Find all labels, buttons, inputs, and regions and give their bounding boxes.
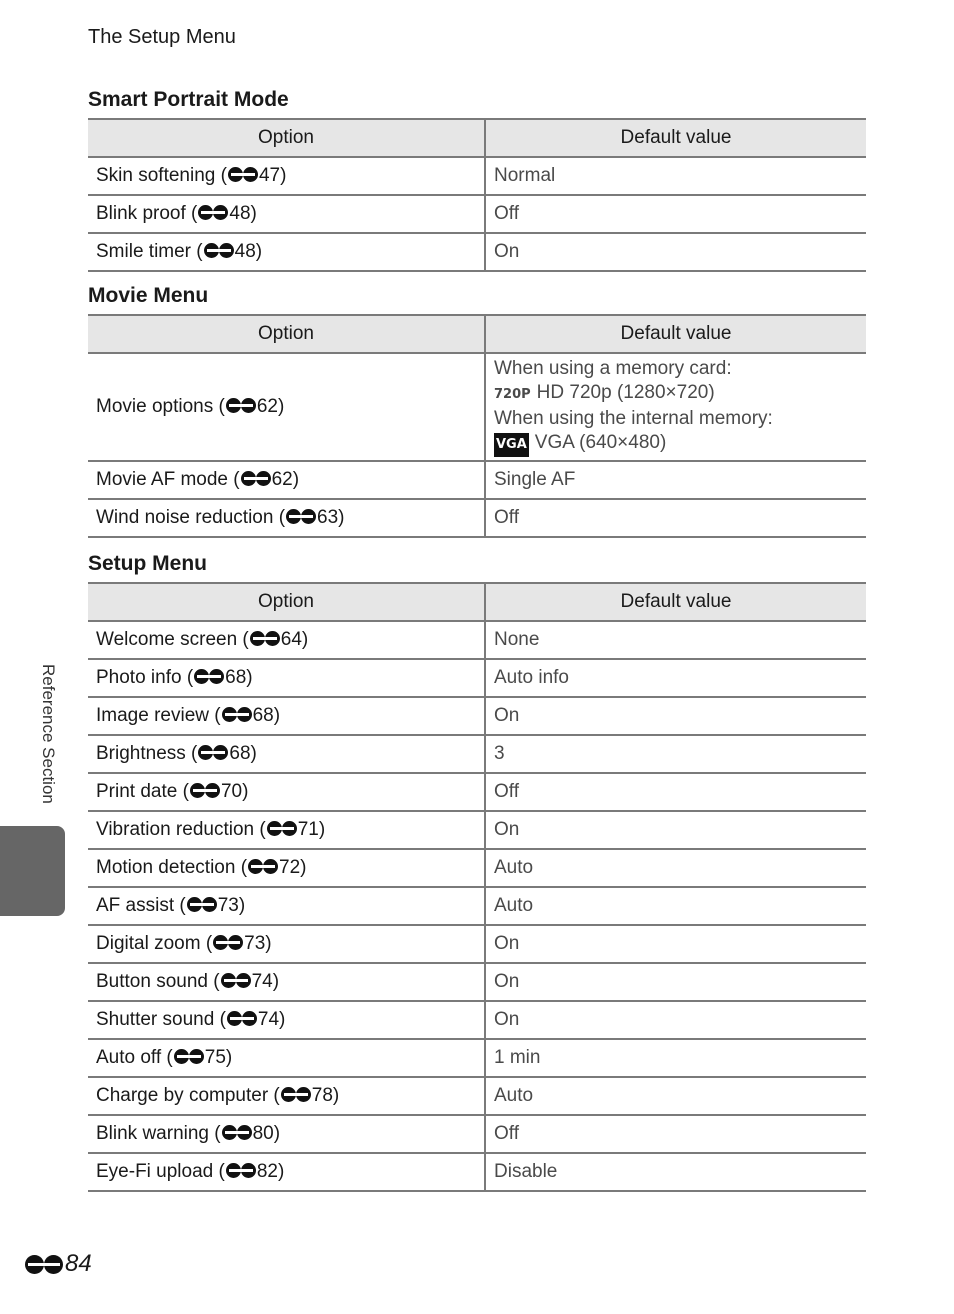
value-cell: 3 — [485, 735, 866, 773]
option-cell: Shutter sound ( 74) — [88, 1001, 485, 1039]
option-cell: Charge by computer ( 78) — [88, 1077, 485, 1115]
table-row — [88, 461, 866, 499]
table-setup-menu — [88, 582, 866, 1192]
option-cell: Eye-Fi upload ( 82) — [88, 1153, 485, 1191]
option-cell: Digital zoom ( 73) — [88, 925, 485, 963]
value-cell: On — [485, 233, 866, 271]
reference-icon — [221, 973, 251, 988]
col-default: Default value — [485, 583, 866, 621]
option-cell: Print date ( 70) — [88, 773, 485, 811]
option-cell: Motion detection ( 72) — [88, 849, 485, 887]
reference-icon — [194, 669, 224, 684]
col-option: Option — [88, 315, 485, 353]
value-cell: Off — [485, 773, 866, 811]
reference-icon — [198, 205, 228, 220]
reference-icon — [25, 1255, 63, 1274]
reference-icon — [204, 243, 234, 258]
value-cell: Auto — [485, 887, 866, 925]
reference-icon — [226, 1163, 256, 1178]
side-section-label: Reference Section — [39, 664, 58, 804]
option-cell: Movie options ( 62) — [88, 353, 485, 461]
value-cell: Single AF — [485, 461, 866, 499]
option-cell: Photo info ( 68) — [88, 659, 485, 697]
table-row — [88, 233, 866, 271]
table-row — [88, 1153, 866, 1191]
reference-icon — [213, 935, 243, 950]
table-row — [88, 811, 866, 849]
vga-icon: VGA — [494, 433, 529, 457]
value-cell: Normal — [485, 157, 866, 195]
reference-icon — [250, 631, 280, 646]
reference-icon — [267, 821, 297, 836]
value-cell: Off — [485, 1115, 866, 1153]
value-cell: Off — [485, 195, 866, 233]
hd-720p-icon: 720P — [494, 387, 531, 402]
option-cell: Skin softening ( 47) — [88, 157, 485, 195]
reference-icon — [286, 509, 316, 524]
value-cell: On — [485, 963, 866, 1001]
col-default: Default value — [485, 315, 866, 353]
table-header-row — [88, 119, 866, 157]
option-cell: Auto off ( 75) — [88, 1039, 485, 1077]
table-row — [88, 887, 866, 925]
option-cell: Button sound ( 74) — [88, 963, 485, 1001]
reference-icon — [226, 398, 256, 413]
reference-icon — [222, 707, 252, 722]
value-cell: Off — [485, 499, 866, 537]
value-cell: On — [485, 811, 866, 849]
reference-icon — [198, 745, 228, 760]
table-row — [88, 849, 866, 887]
table-row — [88, 621, 866, 659]
table-smart-portrait — [88, 118, 866, 272]
reference-icon — [174, 1049, 204, 1064]
table-row — [88, 697, 866, 735]
table-row — [88, 925, 866, 963]
option-cell: Blink proof ( 48) — [88, 195, 485, 233]
value-cell: Disable — [485, 1153, 866, 1191]
table-row — [88, 1039, 866, 1077]
reference-icon — [228, 167, 258, 182]
option-cell: Vibration reduction ( 71) — [88, 811, 485, 849]
value-cell: Auto — [485, 1077, 866, 1115]
reference-icon — [222, 1125, 252, 1140]
table-row — [88, 499, 866, 537]
reference-icon — [227, 1011, 257, 1026]
value-cell: Auto — [485, 849, 866, 887]
page-number: 84 — [24, 1250, 92, 1278]
section-thumb-tab — [0, 826, 65, 916]
running-header: The Setup Menu — [88, 26, 236, 48]
option-cell: Blink warning ( 80) — [88, 1115, 485, 1153]
section-title-smart-portrait: Smart Portrait Mode — [88, 88, 289, 111]
option-cell: Wind noise reduction ( 63) — [88, 499, 485, 537]
option-cell: Brightness ( 68) — [88, 735, 485, 773]
value-cell: 1 min — [485, 1039, 866, 1077]
col-default: Default value — [485, 119, 866, 157]
table-row — [88, 963, 866, 1001]
reference-icon — [241, 471, 271, 486]
value-cell: None — [485, 621, 866, 659]
reference-icon — [281, 1087, 311, 1102]
reference-icon — [248, 859, 278, 874]
section-title-setup-menu: Setup Menu — [88, 552, 207, 575]
value-cell: On — [485, 925, 866, 963]
col-option: Option — [88, 119, 485, 157]
table-movie-menu — [88, 314, 866, 538]
table-row — [88, 353, 866, 461]
table-row — [88, 735, 866, 773]
table-row — [88, 1115, 866, 1153]
table-row — [88, 1077, 866, 1115]
table-row — [88, 1001, 866, 1039]
value-cell: When using a memory card: 720P HD 720p (1280×720) When using the internal memory: VGA VGA (640×480) — [485, 353, 866, 461]
section-title-movie-menu: Movie Menu — [88, 284, 209, 307]
table-row — [88, 195, 866, 233]
option-cell: Welcome screen ( 64) — [88, 621, 485, 659]
option-cell: Movie AF mode ( 62) — [88, 461, 485, 499]
option-cell: Smile timer ( 48) — [88, 233, 485, 271]
table-row — [88, 773, 866, 811]
table-row — [88, 659, 866, 697]
reference-icon — [190, 783, 220, 798]
value-cell: On — [485, 697, 866, 735]
reference-icon — [187, 897, 217, 912]
option-cell: AF assist ( 73) — [88, 887, 485, 925]
col-option: Option — [88, 583, 485, 621]
value-cell: On — [485, 1001, 866, 1039]
option-cell: Image review ( 68) — [88, 697, 485, 735]
table-header-row — [88, 583, 866, 621]
value-cell: Auto info — [485, 659, 866, 697]
table-header-row — [88, 315, 866, 353]
table-row — [88, 157, 866, 195]
